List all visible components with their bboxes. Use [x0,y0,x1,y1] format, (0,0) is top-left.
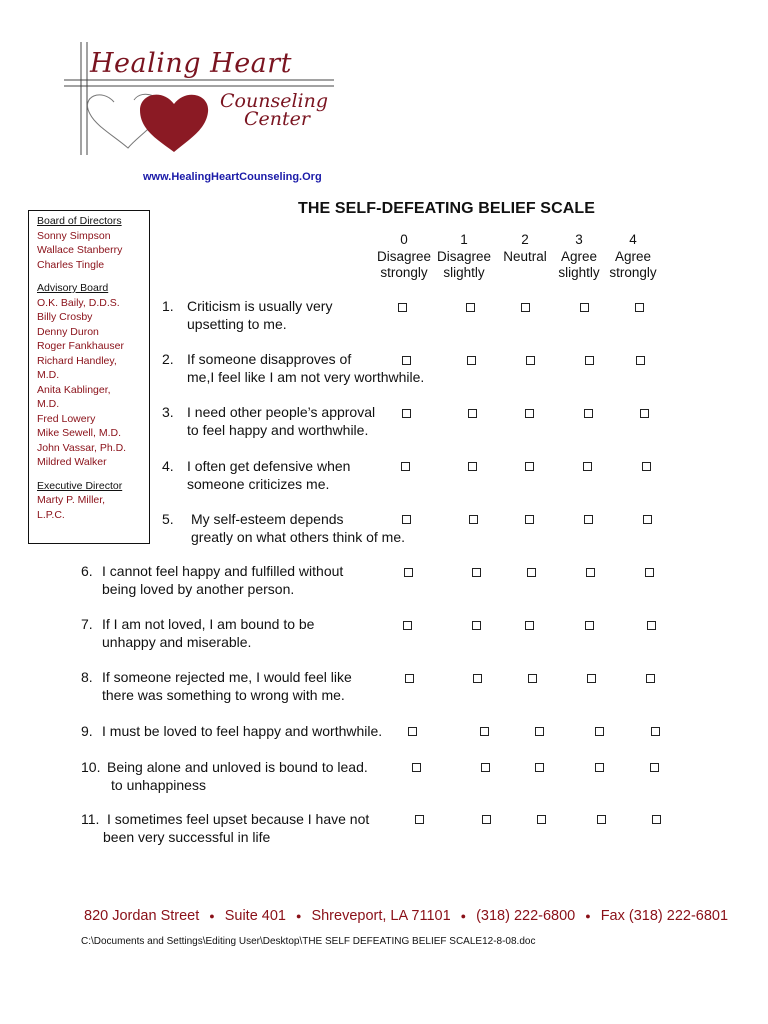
scale-label: Agree [614,248,652,264]
board-group [37,479,149,523]
question-text: to unhappiness [111,776,206,793]
footer-item: (318) 222-6800 [476,908,576,924]
scale-option-header [495,232,555,282]
footer-separator: ● [296,911,302,922]
scale-label: strongly [380,265,428,280]
footer-separator: ● [585,911,591,922]
rating-checkbox-1[interactable] [473,674,482,683]
question-text: someone criticizes me. [187,475,330,492]
board-heading: Advisory Board [37,282,109,294]
question-number: 3. [162,404,174,420]
scale-value: 0 [400,232,408,247]
question-number: 11. [81,811,100,827]
rating-checkbox-3[interactable] [587,674,596,683]
question-text: Being alone and unloved is bound to lead. [107,759,368,775]
rating-checkbox-4[interactable] [650,763,659,772]
question-number: 10. [81,759,101,775]
rating-checkbox-0[interactable] [401,462,410,471]
rating-checkbox-4[interactable] [642,462,651,471]
rating-checkbox-2[interactable] [535,763,544,772]
rating-checkbox-3[interactable] [595,727,604,736]
rating-checkbox-0[interactable] [402,515,411,524]
footer-item: 820 Jordan Street [84,908,200,924]
rating-checkbox-4[interactable] [651,727,660,736]
board-member: Mildred Walker [37,456,107,468]
rating-checkbox-0[interactable] [405,674,414,683]
board-member: Billy Crosby [37,311,93,323]
question-number: 1. [162,298,174,314]
question-text: greatly on what others think of me. [191,528,405,545]
logo-title: Healing Heart [90,48,293,79]
board-heading: Board of Directors [37,215,122,227]
rating-checkbox-4[interactable] [643,515,652,524]
rating-checkbox-3[interactable] [584,409,593,418]
question-number: 8. [81,669,93,685]
question-number: 5. [162,511,174,527]
question-text: If someone disapproves of [187,351,352,367]
rating-checkbox-3[interactable] [584,515,593,524]
footer-address [84,908,728,924]
footer-item: Suite 401 [224,908,286,924]
scale-value: 2 [521,232,529,247]
board-member: Fred Lowery [37,412,96,425]
rating-checkbox-2[interactable] [537,815,546,824]
rating-checkbox-4[interactable] [636,356,645,365]
rating-checkbox-4[interactable] [635,303,644,312]
rating-checkbox-0[interactable] [415,815,424,824]
rating-checkbox-4[interactable] [645,568,654,577]
board-group [37,281,149,470]
scale-label: Neutral [503,248,547,264]
board-member: L.P.C. [37,508,65,521]
board-member: Denny Duron [37,325,99,338]
rating-checkbox-1[interactable] [482,815,491,824]
rating-checkbox-4[interactable] [647,621,656,630]
question-text: If someone rejected me, I would feel like [102,669,352,685]
rating-checkbox-0[interactable] [412,763,421,772]
rating-checkbox-2[interactable] [528,674,537,683]
question-text: I need other people’s approval [187,404,376,420]
question-number: 9. [81,723,93,739]
question-number: 4. [162,458,174,474]
rating-checkbox-1[interactable] [481,763,490,772]
rating-checkbox-1[interactable] [468,462,477,471]
rating-checkbox-0[interactable] [398,303,407,312]
question-text: me,I feel like I am not very worthwhile. [187,368,425,385]
scale-value: 1 [460,232,468,247]
question-text: If I am not loved, I am bound to be [102,616,315,632]
rating-checkbox-1[interactable] [467,356,476,365]
scale-label: Agree [560,248,598,264]
board-member: Sonny Simpson [37,229,111,242]
rating-checkbox-2[interactable] [535,727,544,736]
board-member: John Vassar, Ph.D. [37,441,127,454]
board-box [28,210,150,544]
board-member: Richard Handley, [37,354,117,367]
rating-checkbox-2[interactable] [526,356,535,365]
question-text: been very successful in life [103,828,271,845]
rating-checkbox-2[interactable] [525,515,534,524]
rating-checkbox-3[interactable] [595,763,604,772]
board-member: Wallace Stanberry [37,244,123,256]
question-text: unhappy and miserable. [102,633,252,650]
board-member: Anita Kablinger, [37,383,111,396]
scale-label: slightly [558,265,600,280]
rating-checkbox-0[interactable] [403,621,412,630]
board-member: O.K. Baily, D.D.S. [37,296,120,309]
rating-checkbox-1[interactable] [468,409,477,418]
rating-checkbox-0[interactable] [404,568,413,577]
board-heading: Executive Director [37,479,123,492]
scale-option-header [434,232,494,282]
footer-separator: ● [209,911,215,922]
rating-checkbox-1[interactable] [480,727,489,736]
scale-label: slightly [443,265,485,280]
question-text: upsetting to me. [187,315,287,332]
rating-checkbox-1[interactable] [469,515,478,524]
logo-subtitle-counseling: Counseling [220,90,328,112]
question-number: 6. [81,563,93,579]
board-group [37,214,149,272]
scale-value: 3 [575,232,583,247]
question-number: 2. [162,351,174,367]
question-text: I often get defensive when [187,458,351,474]
scale-value: 4 [629,232,637,247]
rating-checkbox-2[interactable] [521,303,530,312]
rating-checkbox-2[interactable] [525,462,534,471]
question-text: to feel happy and worthwhile. [187,421,369,438]
rating-checkbox-3[interactable] [583,462,592,471]
rating-checkbox-3[interactable] [586,568,595,577]
footer-item: Fax (318) 222-6801 [600,908,729,924]
rating-checkbox-1[interactable] [472,568,481,577]
rating-checkbox-3[interactable] [585,356,594,365]
board-member: Charles Tingle [37,258,105,271]
file-path: C:\Documents and Settings\Editing User\Desktop\THE SELF DEFEATING BELIEF SCALE12-8-08.doc [81,936,536,947]
rating-checkbox-4[interactable] [640,409,649,418]
question-text: My self-esteem depends [191,511,344,527]
rating-checkbox-0[interactable] [402,356,411,365]
board-member: M.D. [37,398,60,410]
board-member: Mike Sewell, M.D. [37,427,122,439]
rating-checkbox-1[interactable] [472,621,481,630]
question-text: being loved by another person. [102,580,295,597]
rating-checkbox-0[interactable] [408,727,417,736]
logo [62,40,342,160]
rating-checkbox-3[interactable] [585,621,594,630]
question-text: I sometimes feel upset because I have not [107,811,370,827]
scale-label: Disagree [436,248,492,264]
scale-option-header [374,232,434,282]
scale-label: strongly [609,265,657,280]
rating-checkbox-0[interactable] [402,409,411,418]
rating-checkbox-4[interactable] [652,815,661,824]
footer-separator: ● [460,911,467,922]
question-text: I must be loved to feel happy and worthwhile. [102,723,383,739]
scale-option-header [549,232,609,282]
page-title: THE SELF-DEFEATING BELIEF SCALE [298,200,596,217]
rating-checkbox-3[interactable] [597,815,606,824]
scale-label [495,265,555,282]
logo-subtitle-center: Center [244,108,310,130]
question-text: Criticism is usually very [187,298,333,314]
scale-option-header [603,232,663,282]
website-link[interactable]: www.HealingHeartCounseling.Org [143,171,322,183]
question-number: 7. [81,616,93,632]
rating-checkbox-2[interactable] [525,621,534,630]
board-member: M.D. [37,369,60,381]
rating-checkbox-2[interactable] [527,568,536,577]
question-text: I cannot feel happy and fulfilled without [102,563,344,579]
board-member: Roger Fankhauser [37,340,124,352]
rating-checkbox-1[interactable] [466,303,475,312]
footer-item: Shreveport, LA 71101 [311,908,451,924]
rating-checkbox-4[interactable] [646,674,655,683]
question-text: there was something to wrong with me. [102,686,345,703]
scale-label: Disagree [376,248,432,264]
rating-checkbox-2[interactable] [525,409,534,418]
board-member: Marty P. Miller, [37,494,106,506]
rating-checkbox-3[interactable] [580,303,589,312]
